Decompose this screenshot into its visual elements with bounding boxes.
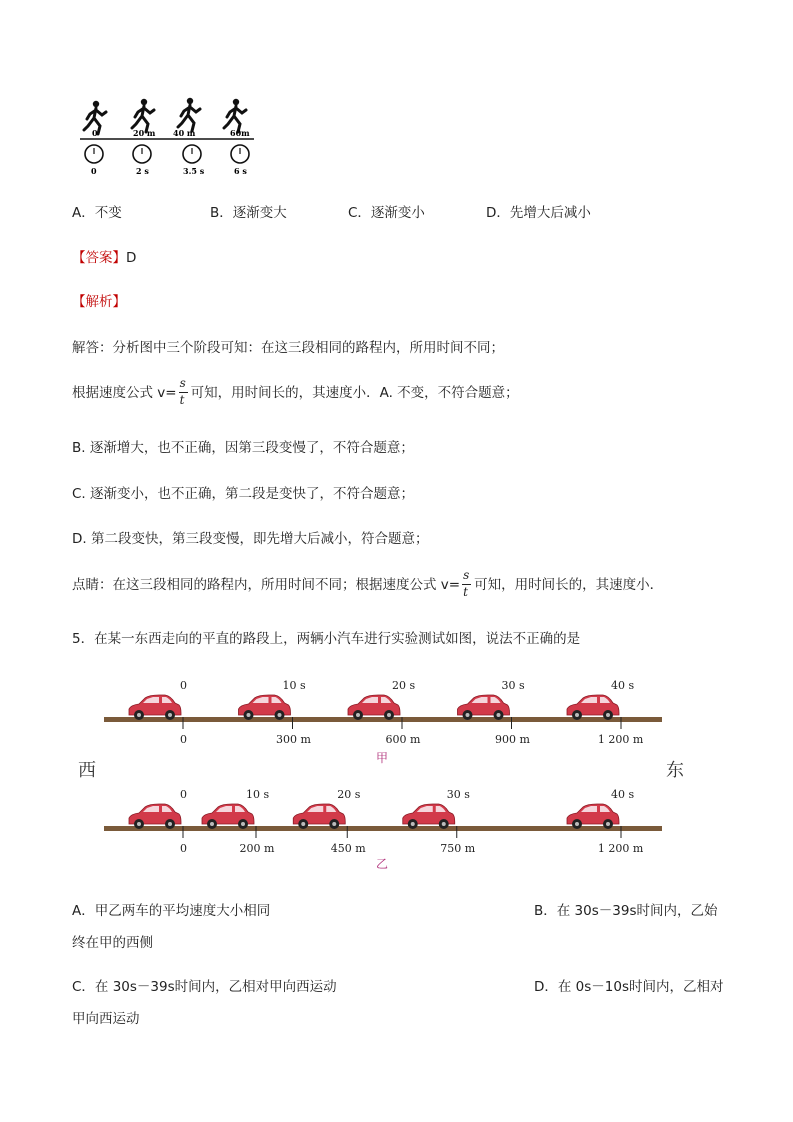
distance-label: 300 m xyxy=(276,733,311,746)
distance-label: 1 200 m xyxy=(597,842,644,855)
line6-post: 可知，用时间长的，其速度小． xyxy=(474,577,664,593)
option-a: A．不变 xyxy=(72,205,122,221)
time-label: 20 s xyxy=(337,788,361,801)
car-icon xyxy=(458,695,510,720)
speed-formula-fraction xyxy=(462,568,472,599)
time-label: 0 xyxy=(91,166,97,176)
time-label: 30 s xyxy=(501,679,525,692)
track-yi xyxy=(104,788,662,871)
distance-label: 900 m xyxy=(495,733,530,746)
distance-label: 60m xyxy=(230,128,250,138)
distance-label: 600 m xyxy=(385,733,421,746)
time-label: 0 xyxy=(180,679,187,692)
analysis-line-3: B. 逐渐增大，也不正确，因第三段变慢了，不符合题意； xyxy=(72,440,414,456)
analysis-line-2 xyxy=(72,376,519,407)
line6-pre: 点睛：在这三段相同的路程内，所用时间不同；根据速度公式 v= xyxy=(72,577,461,593)
car-icon xyxy=(293,804,345,829)
car-icon xyxy=(129,695,181,720)
distance-label: 450 m xyxy=(330,842,366,855)
car-icon xyxy=(239,695,291,720)
car-icon xyxy=(567,695,619,720)
time-label: 2 s xyxy=(136,166,149,176)
line2-post: 可知，用时间长的，其速度小．A. 不变，不符合题意； xyxy=(190,385,519,401)
runner-figure xyxy=(78,96,258,178)
distance-label: 200 m xyxy=(239,842,275,855)
west-label: 西 xyxy=(78,760,96,781)
car-icon xyxy=(403,804,455,829)
frac-den: t xyxy=(179,393,185,407)
clock-icon xyxy=(183,145,201,163)
option-b: B．逐渐变大 xyxy=(210,205,287,221)
answer-tag: 【答案】 xyxy=(72,250,126,266)
clock-icon xyxy=(133,145,151,163)
time-label: 30 s xyxy=(446,788,470,801)
option-a: A．甲乙两车的平均速度大小相同 xyxy=(72,903,271,919)
time-label: 40 s xyxy=(611,788,635,801)
distance-label: 0 xyxy=(92,128,98,138)
option-b: B．在 30s－39s时间内，乙始 xyxy=(534,903,718,919)
track-jia-name: 甲 xyxy=(376,751,389,765)
answer-line xyxy=(72,246,136,266)
distance-label: 40 m xyxy=(173,128,196,138)
time-label: 20 s xyxy=(392,679,416,692)
option-c: C．逐渐变小 xyxy=(348,205,425,221)
distance-label: 1 200 m xyxy=(597,733,644,746)
time-label: 40 s xyxy=(611,679,635,692)
runner-icon xyxy=(178,98,200,131)
option-b-cont: 终在甲的西侧 xyxy=(72,935,153,951)
east-label: 东 xyxy=(666,760,684,781)
clock-icon xyxy=(85,145,103,163)
distance-label: 20 m xyxy=(133,128,156,138)
option-d: D．先增大后减小 xyxy=(486,205,591,221)
time-label: 6 s xyxy=(234,166,247,176)
question-5-stem: 5．在某一东西走向的平直的路段上，两辆小汽车进行实验测试如图，说法不正确的是 xyxy=(72,631,581,647)
car-icon xyxy=(567,804,619,829)
time-label: 0 xyxy=(180,788,187,801)
line2-pre: 根据速度公式 v= xyxy=(72,385,177,401)
option-c: C．在 30s－39s时间内，乙相对甲向西运动 xyxy=(72,979,337,995)
distance-label: 0 xyxy=(180,842,187,855)
cars-figure xyxy=(70,670,730,880)
clock-icon xyxy=(231,145,249,163)
track-yi-name: 乙 xyxy=(376,857,389,871)
speed-formula-fraction xyxy=(179,376,189,407)
frac-num: s xyxy=(179,376,186,390)
analysis-line-5: D. 第二段变快，第三段变慢，即先增大后减小，符合题意； xyxy=(72,531,429,547)
answer-value: D xyxy=(126,250,137,266)
car-icon xyxy=(348,695,400,720)
analysis-line-6 xyxy=(72,568,664,599)
distance-label: 750 m xyxy=(440,842,476,855)
analysis-tag: 【解析】 xyxy=(72,294,126,310)
analysis-line-1: 解答：分析图中三个阶段可知：在这三段相同的路程内，所用时间不同； xyxy=(72,340,504,356)
car-icon xyxy=(202,804,254,829)
time-label: 10 s xyxy=(246,788,270,801)
time-label: 10 s xyxy=(282,679,306,692)
time-label: 3.5 s xyxy=(183,166,205,176)
car-icon xyxy=(129,804,181,829)
track-jia xyxy=(104,679,662,765)
frac-den: t xyxy=(463,585,468,599)
distance-label: 0 xyxy=(180,733,187,746)
option-d-cont: 甲向西运动 xyxy=(72,1011,140,1027)
option-d: D．在 0s－10s时间内，乙相对 xyxy=(534,979,724,995)
frac-num: s xyxy=(463,568,470,582)
analysis-line-4: C. 逐渐变小，也不正确，第二段是变快了，不符合题意； xyxy=(72,486,415,502)
